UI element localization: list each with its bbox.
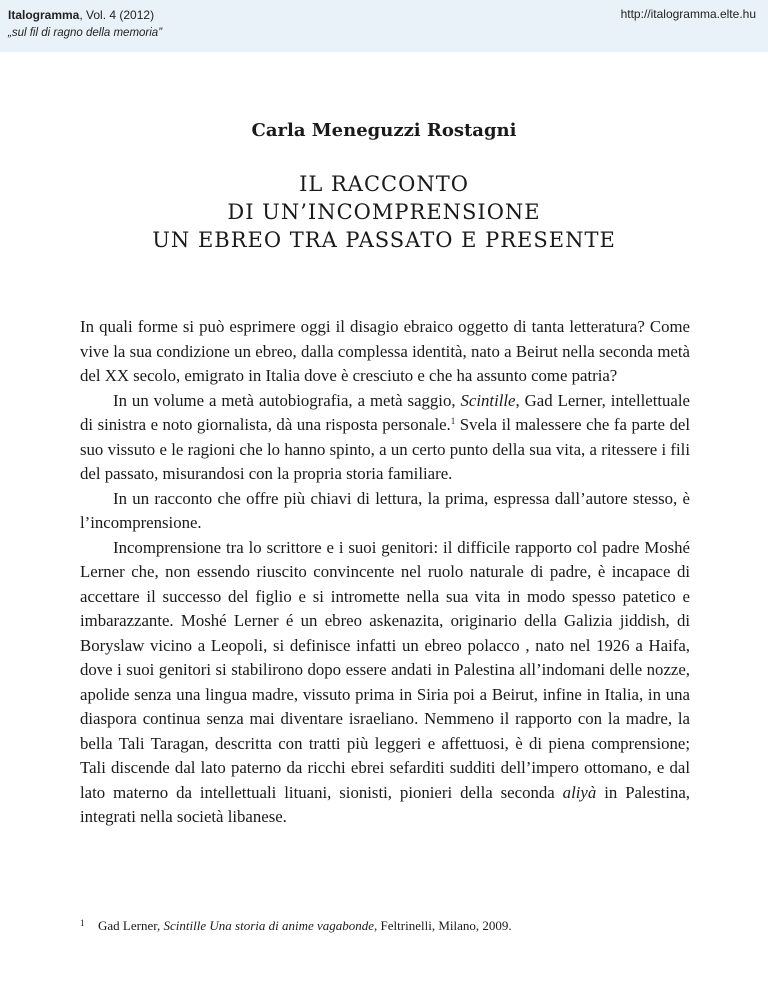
- journal-volume: , Vol. 4 (2012): [79, 8, 155, 22]
- title-line: IL RACCONTO: [299, 172, 469, 196]
- paragraph-2-text: , Gad Lerner, intellettuale di sinistra e noto giornalista, dà una risposta personale.: [80, 390, 690, 434]
- footnote-book-title: Scintille Una storia di anime vagabonde: [163, 918, 375, 933]
- footnote: [80, 918, 690, 934]
- title-line: DI UN’INCOMPRENSIONE: [227, 200, 541, 224]
- article-author: Carla Meneguzzi Rostagni: [251, 120, 517, 141]
- article-title: [0, 170, 768, 254]
- book-title-italic: Scintille: [460, 390, 516, 410]
- journal-info: [8, 6, 162, 42]
- paragraph-2-text: In un volume a metà autobiografia, a metà saggio,: [113, 390, 461, 410]
- paragraph-1: In quali forme si può esprimere oggi il disagio ebraico oggetto di tanta letteratura? Come vive la sua condizione un ebreo, dalla complessa identità, nato a Beirut nella seconda metà del XX secolo, emigrato in Italia dove è cresciuto e che ha assunto come patria?: [80, 317, 690, 385]
- paragraph-2-text: Svela il malessere che fa parte del suo vissuto e le ragioni che lo hanno spinto, a un certo punto della sua vita, a ritessere i fili del passato, misurandosi con la propria storia familiare.: [80, 415, 690, 483]
- paragraph-4-text: Incomprensione tra lo scrittore e i suoi genitori: il difficile rapporto col padre Moshé Lerner che, non essendo riuscito convincente nel ruolo naturale di padre, è incapace di accettare il successo del figlio e si intromette nella sua vita in modo spesso patetico e imbarazzante. Moshé Lerner é un ebreo askenazita, originario della Galizia jiddish, di Boryslaw vicino a Leopoli, si definisce infatti un ebreo polacco , nato nel 1926 a Haifa, dove i suoi genitori si stabilirono dopo essere andati in Palestina all’indomani delle nozze, apolide senza una lingua madre, vissuto prima in Siria poi a Beirut, infine in Italia, in una diaspora continua senza mai diventare israeliano. Nemmeno il rapporto con la madre, la bella Tali Taragan, descritta con tratti più leggeri e affettuosi, è di piena comprensione; Tali discende dal lato paterno da ricchi ebrei sefarditi sudditi dell’impero ottomano, e dal lato materno da intellettuali lituani, sionisti, pionieri della seconda: [80, 537, 690, 802]
- journal-name: Italogramma: [8, 8, 80, 22]
- paragraph-2: [80, 389, 690, 487]
- footnote-publisher: , Feltrinelli, Milano, 2009.: [374, 918, 512, 933]
- footnote-number: 1: [80, 918, 85, 928]
- journal-url: http://italogramma.elte.hu: [620, 7, 756, 21]
- aliya-italic: aliyà: [562, 782, 597, 802]
- paragraph-4: [80, 536, 690, 830]
- journal-motto: „sul fil di ragno della memoria”: [8, 27, 163, 39]
- journal-header: [0, 0, 768, 52]
- footnote-author: Gad Lerner,: [98, 918, 164, 933]
- paragraph-3: In un racconto che offre più chiavi di lettura, la prima, espressa dall’autore stesso, è l’incomprensione.: [80, 488, 690, 532]
- footnote-marker: 1: [450, 416, 456, 426]
- title-line: UN EBREO TRA PASSATO E PRESENTE: [152, 228, 616, 252]
- paragraph-4-text: in Palestina, integrati nella società libanese.: [80, 782, 690, 826]
- article-body: [80, 315, 690, 830]
